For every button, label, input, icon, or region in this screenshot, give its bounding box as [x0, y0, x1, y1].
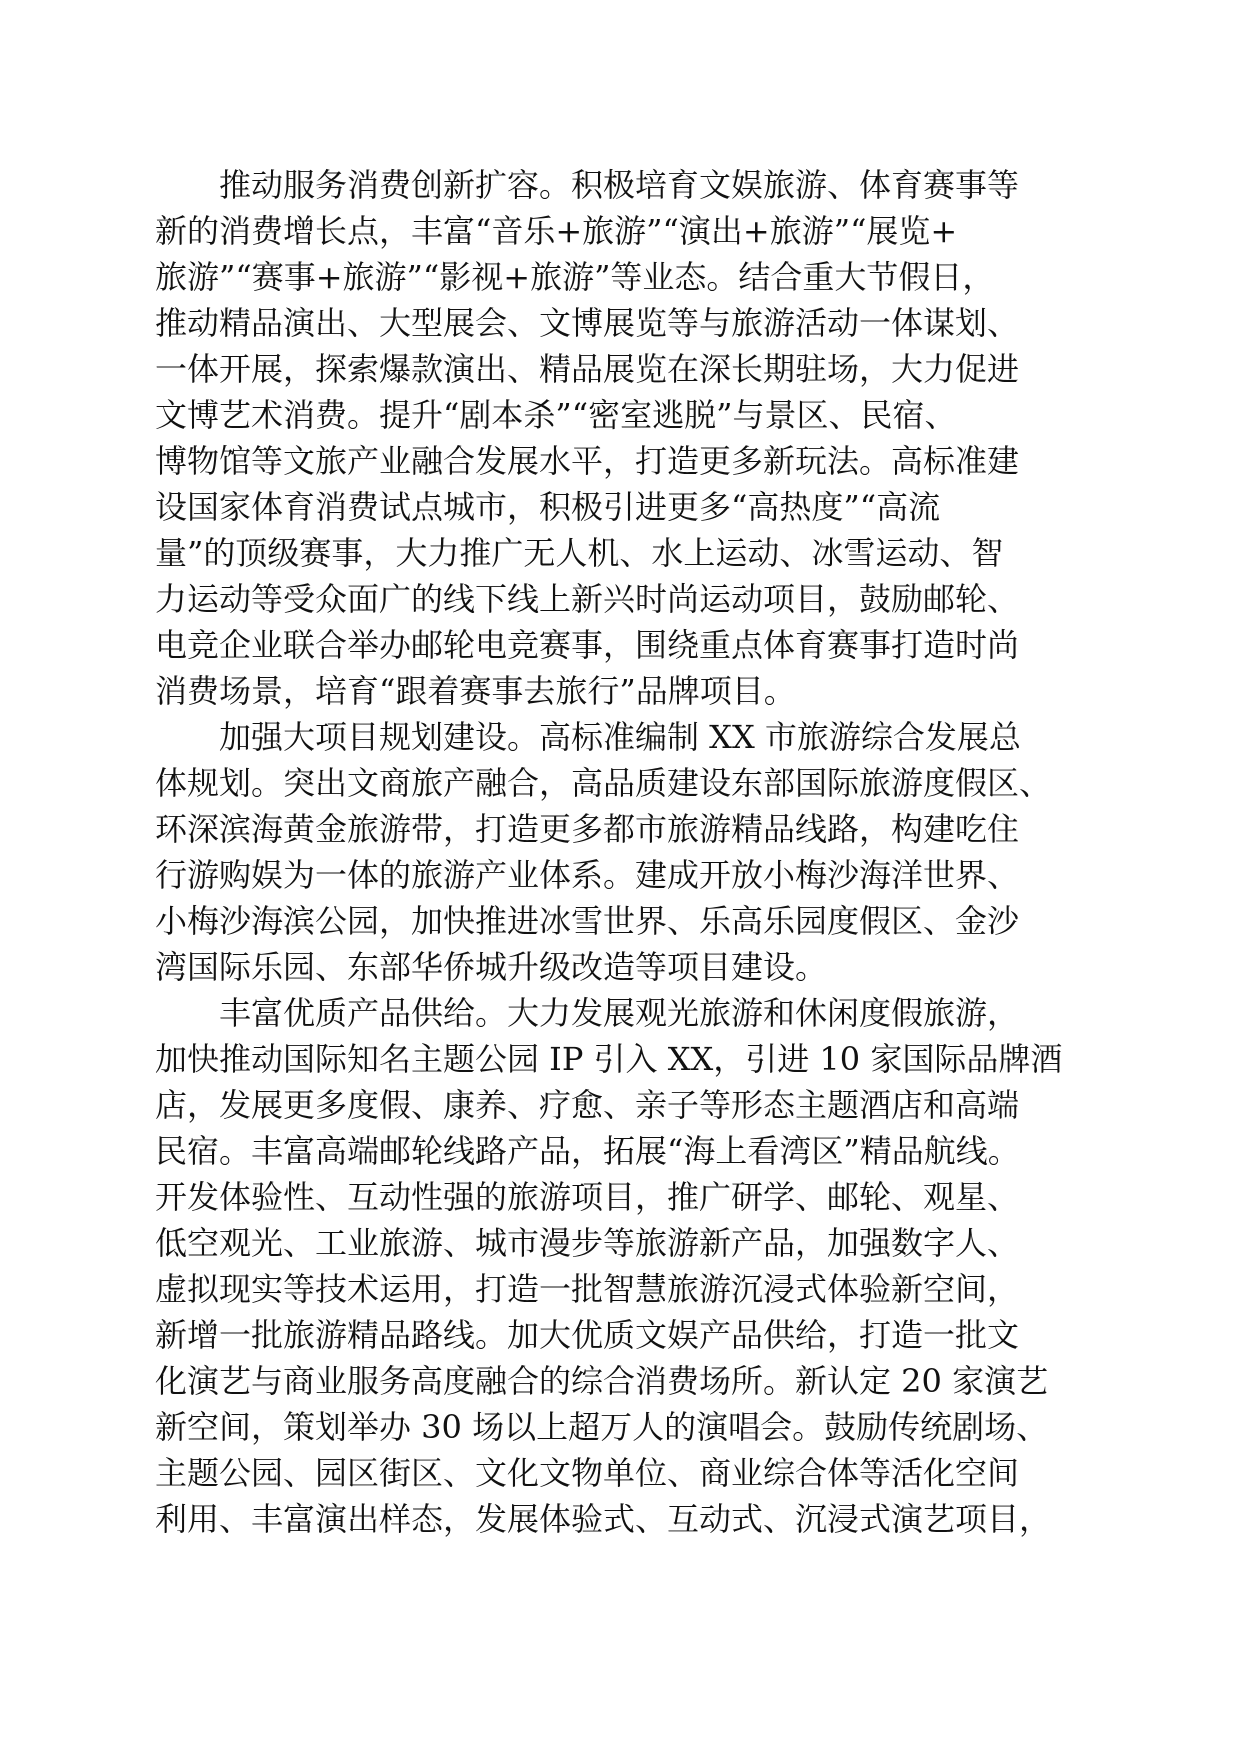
paragraph-1-line-1: 推动服务消费创新扩容。积极培育文娱旅游、体育赛事等 — [219, 166, 1020, 204]
paragraph-1-line-6: 文博艺术消费。提升“剧本杀”“密室逃脱”与景区、民宿、 — [155, 396, 957, 434]
paragraph-3-line-12: 利用、丰富演出样态，发展体验式、互动式、沉浸式演艺项目， — [155, 1500, 1052, 1538]
paragraph-3-line-9: 化演艺与商业服务高度融合的综合消费场所。新认定 20 家演艺 — [155, 1362, 1049, 1400]
paragraph-3-line-11: 主题公园、园区街区、文化文物单位、商业综合体等活化空间 — [155, 1454, 1020, 1492]
paragraph-2-line-4: 行游购娱为一体的旅游产业体系。建成开放小梅沙海洋世界、 — [155, 856, 1020, 894]
paragraph-3-line-6: 低空观光、工业旅游、城市漫步等旅游新产品，加强数字人、 — [155, 1224, 1020, 1262]
paragraph-3-line-4: 民宿。丰富高端邮轮线路产品，拓展“海上看湾区”精品航线。 — [155, 1132, 1020, 1170]
paragraph-2-line-2: 体规划。突出文商旅产融合，高品质建设东部国际旅游度假区、 — [155, 764, 1052, 802]
document-page — [155, 165, 1085, 1665]
paragraph-2-line-3: 环深滨海黄金旅游带，打造更多都市旅游精品线路，构建吃住 — [155, 810, 1020, 848]
paragraph-1-line-7: 博物馆等文旅产业融合发展水平，打造更多新玩法。高标准建 — [155, 442, 1020, 480]
paragraph-2-line-6: 湾国际乐园、东部华侨城升级改造等项目建设。 — [155, 948, 828, 986]
paragraph-1-line-9: 量”的顶级赛事，大力推广无人机、水上运动、冰雪运动、智 — [155, 534, 1004, 572]
paragraph-2-line-1: 加强大项目规划建设。高标准编制 XX 市旅游综合发展总 — [219, 718, 1021, 756]
paragraph-3-line-7: 虚拟现实等技术运用，打造一批智慧旅游沉浸式体验新空间， — [155, 1270, 1020, 1308]
paragraph-3-line-10: 新空间，策划举办 30 场以上超万人的演唱会。鼓励传统剧场、 — [155, 1408, 1049, 1446]
paragraph-1-line-5: 一体开展，探索爆款演出、精品展览在深长期驻场，大力促进 — [155, 350, 1020, 388]
paragraph-3-line-2: 加快推动国际知名主题公园 IP 引入 XX，引进 10 家国际品牌酒 — [155, 1040, 1063, 1078]
paragraph-2-line-5: 小梅沙海滨公园，加快推进冰雪世界、乐高乐园度假区、金沙 — [155, 902, 1020, 940]
paragraph-3-line-3: 店，发展更多度假、康养、疗愈、亲子等形态主题酒店和高端 — [155, 1086, 1020, 1124]
paragraph-1-line-2: 新的消费增长点，丰富“音乐+旅游”“演出+旅游”“展览+ — [155, 212, 958, 250]
paragraph-1-line-11: 电竞企业联合举办邮轮电竞赛事，围绕重点体育赛事打造时尚 — [155, 626, 1020, 664]
paragraph-3-line-1: 丰富优质产品供给。大力发展观光旅游和休闲度假旅游， — [219, 994, 1020, 1032]
paragraph-1-line-10: 力运动等受众面广的线下线上新兴时尚运动项目，鼓励邮轮、 — [155, 580, 1020, 618]
paragraph-1-line-3: 旅游”“赛事+旅游”“影视+旅游”等业态。结合重大节假日， — [155, 258, 995, 296]
paragraph-3-line-8: 新增一批旅游精品路线。加大优质文娱产品供给，打造一批文 — [155, 1316, 1020, 1354]
paragraph-1-line-4: 推动精品演出、大型展会、文博展览等与旅游活动一体谋划、 — [155, 304, 1020, 342]
paragraph-1-line-8: 设国家体育消费试点城市，积极引进更多“高热度”“高流 — [155, 488, 941, 526]
paragraph-1-line-12: 消费场景，培育“跟着赛事去旅行”品牌项目。 — [155, 672, 796, 710]
paragraph-3-line-5: 开发体验性、互动性强的旅游项目，推广研学、邮轮、观星、 — [155, 1178, 1020, 1216]
